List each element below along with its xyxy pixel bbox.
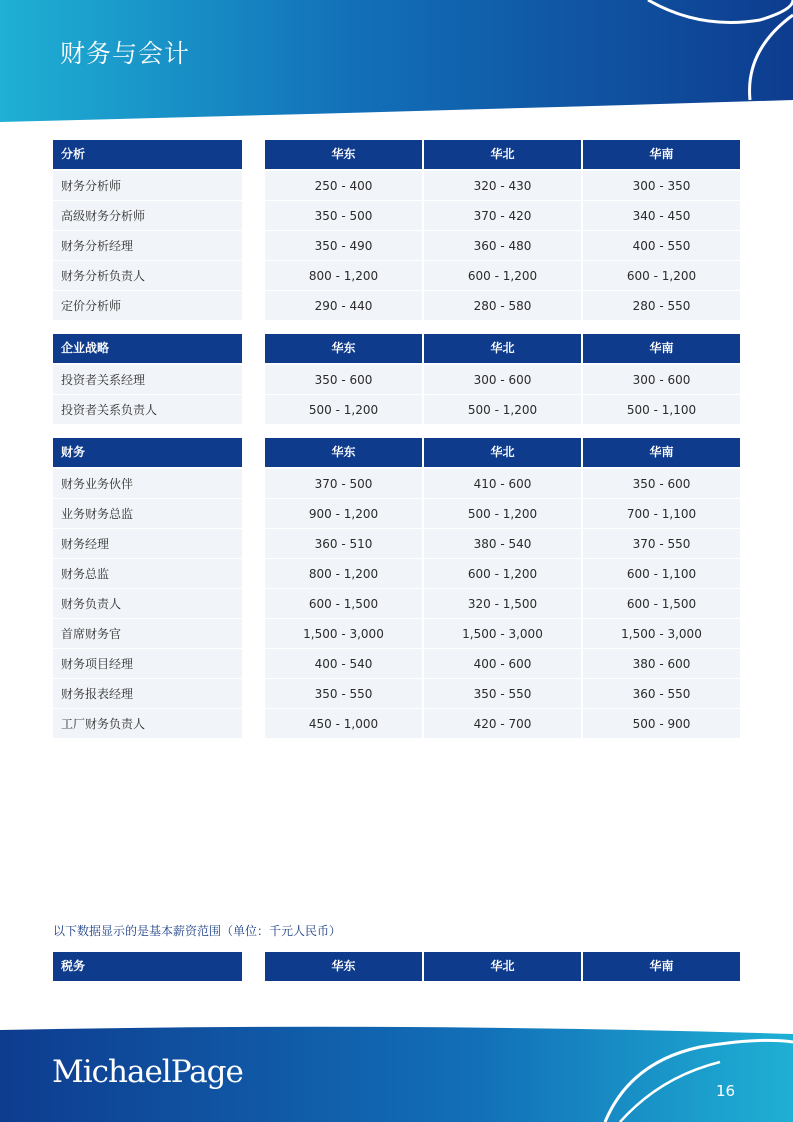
role-name: 业务财务总监 <box>53 498 242 528</box>
salary-range: 280 - 550 <box>583 290 740 320</box>
salary-range: 500 - 1,100 <box>583 394 740 424</box>
role-name: 财务项目经理 <box>53 648 242 678</box>
role-name: 财务负责人 <box>53 588 242 618</box>
region-header: 华北 <box>424 438 581 467</box>
region-header: 华北 <box>424 952 581 981</box>
table-row <box>53 648 740 678</box>
section-title: 企业战略 <box>53 334 242 363</box>
salary-range: 400 - 550 <box>583 230 740 260</box>
salary-range: 500 - 1,200 <box>424 394 581 424</box>
table-row <box>53 708 740 738</box>
salary-range: 600 - 1,200 <box>424 558 581 588</box>
section-title: 分析 <box>53 140 242 169</box>
region-header: 华东 <box>265 140 422 169</box>
salary-range: 360 - 550 <box>583 678 740 708</box>
role-name: 财务分析师 <box>53 170 242 200</box>
salary-range: 900 - 1,200 <box>265 498 422 528</box>
region-header: 华南 <box>583 140 740 169</box>
role-name: 首席财务官 <box>53 618 242 648</box>
region-header: 华东 <box>265 438 422 467</box>
salary-range: 300 - 600 <box>583 364 740 394</box>
salary-range: 420 - 700 <box>424 708 581 738</box>
salary-range: 290 - 440 <box>265 290 422 320</box>
role-name: 财务分析经理 <box>53 230 242 260</box>
salary-range: 700 - 1,100 <box>583 498 740 528</box>
salary-section <box>53 438 740 738</box>
salary-range: 500 - 1,200 <box>424 498 581 528</box>
salary-range: 250 - 400 <box>265 170 422 200</box>
region-header: 华东 <box>265 334 422 363</box>
table-row <box>53 588 740 618</box>
role-name: 财务经理 <box>53 528 242 558</box>
region-header: 华南 <box>583 334 740 363</box>
region-header: 华东 <box>265 952 422 981</box>
salary-range: 1,500 - 3,000 <box>583 618 740 648</box>
section-header-row <box>53 952 740 982</box>
role-name: 财务业务伙伴 <box>53 468 242 498</box>
table-row <box>53 290 740 320</box>
salary-range: 300 - 600 <box>424 364 581 394</box>
table-row <box>53 618 740 648</box>
salary-range: 1,500 - 3,000 <box>265 618 422 648</box>
salary-range: 350 - 600 <box>583 468 740 498</box>
salary-range: 360 - 480 <box>424 230 581 260</box>
region-header: 华南 <box>583 952 740 981</box>
role-name: 高级财务分析师 <box>53 200 242 230</box>
salary-range: 350 - 550 <box>265 678 422 708</box>
salary-range: 450 - 1,000 <box>265 708 422 738</box>
salary-unit-note: 以下数据显示的是基本薪资范围（单位：千元人民币） <box>53 924 342 938</box>
salary-section <box>53 334 740 424</box>
section-header-row <box>53 438 740 468</box>
salary-range: 320 - 430 <box>424 170 581 200</box>
salary-range: 600 - 1,100 <box>583 558 740 588</box>
salary-range: 320 - 1,500 <box>424 588 581 618</box>
table-row <box>53 364 740 394</box>
table-row <box>53 260 740 290</box>
table-row <box>53 394 740 424</box>
role-name: 工厂财务负责人 <box>53 708 242 738</box>
section-title: 财务 <box>53 438 242 467</box>
role-name: 财务总监 <box>53 558 242 588</box>
region-header: 华北 <box>424 334 581 363</box>
salary-range: 1,500 - 3,000 <box>424 618 581 648</box>
salary-range: 360 - 510 <box>265 528 422 558</box>
salary-range: 500 - 900 <box>583 708 740 738</box>
role-name: 财务报表经理 <box>53 678 242 708</box>
salary-range: 370 - 420 <box>424 200 581 230</box>
table-row <box>53 498 740 528</box>
table-row <box>53 558 740 588</box>
region-header: 华南 <box>583 438 740 467</box>
role-name: 财务分析负责人 <box>53 260 242 290</box>
salary-range: 600 - 1,200 <box>583 260 740 290</box>
salary-range: 350 - 600 <box>265 364 422 394</box>
region-header: 华北 <box>424 140 581 169</box>
table-row <box>53 528 740 558</box>
section-title: 税务 <box>53 952 242 981</box>
salary-range: 400 - 540 <box>265 648 422 678</box>
table-row <box>53 230 740 260</box>
table-row <box>53 678 740 708</box>
salary-range: 340 - 450 <box>583 200 740 230</box>
salary-range: 400 - 600 <box>424 648 581 678</box>
michael-page-logo: MichaelPage <box>52 1054 243 1090</box>
section-header-row <box>53 140 740 170</box>
salary-range: 350 - 490 <box>265 230 422 260</box>
role-name: 定价分析师 <box>53 290 242 320</box>
table-row <box>53 200 740 230</box>
salary-section <box>53 952 740 982</box>
table-row <box>53 468 740 498</box>
salary-range: 380 - 600 <box>583 648 740 678</box>
salary-range: 370 - 500 <box>265 468 422 498</box>
salary-range: 380 - 540 <box>424 528 581 558</box>
salary-range: 600 - 1,200 <box>424 260 581 290</box>
section-header-row <box>53 334 740 364</box>
salary-range: 410 - 600 <box>424 468 581 498</box>
role-name: 投资者关系经理 <box>53 364 242 394</box>
salary-range: 600 - 1,500 <box>583 588 740 618</box>
salary-range: 600 - 1,500 <box>265 588 422 618</box>
page-number: 16 <box>716 1082 736 1100</box>
salary-range: 500 - 1,200 <box>265 394 422 424</box>
salary-range: 280 - 580 <box>424 290 581 320</box>
salary-range: 370 - 550 <box>583 528 740 558</box>
salary-range: 350 - 550 <box>424 678 581 708</box>
salary-range: 350 - 500 <box>265 200 422 230</box>
role-name: 投资者关系负责人 <box>53 394 242 424</box>
page-title: 财务与会计 <box>60 39 191 68</box>
salary-section <box>53 140 740 320</box>
salary-range: 300 - 350 <box>583 170 740 200</box>
salary-range: 800 - 1,200 <box>265 260 422 290</box>
salary-range: 800 - 1,200 <box>265 558 422 588</box>
table-row <box>53 170 740 200</box>
